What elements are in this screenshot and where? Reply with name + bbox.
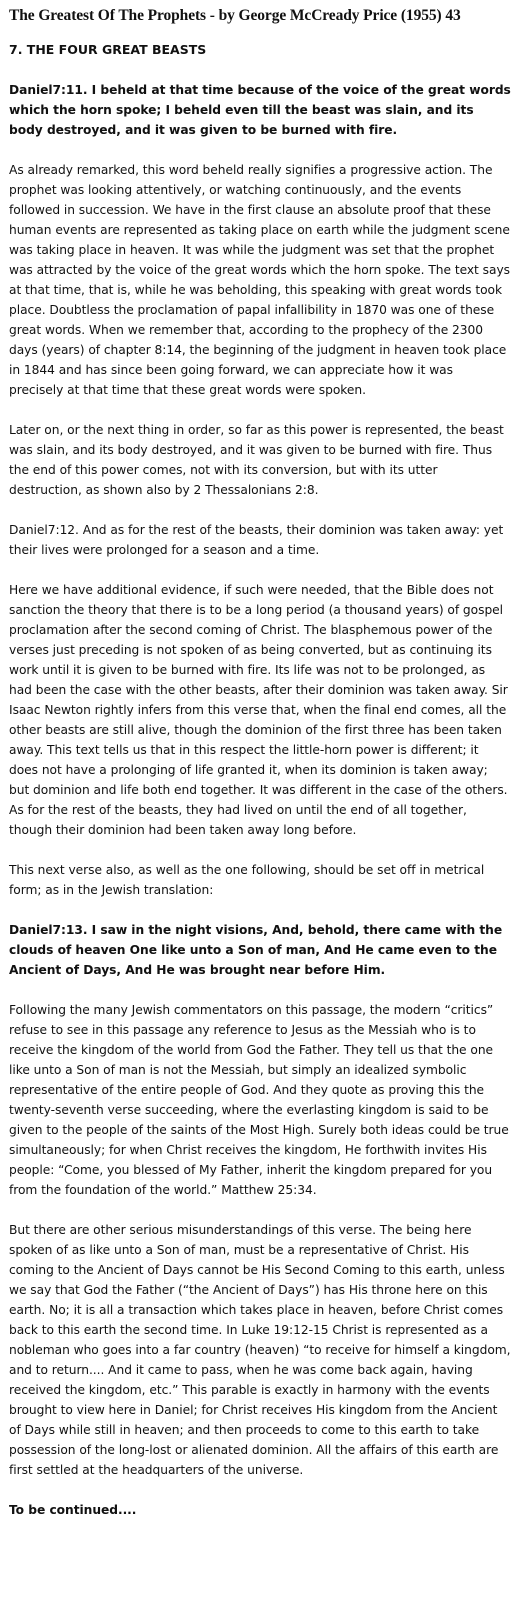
chapter-title: 7. THE FOUR GREAT BEASTS (9, 42, 207, 57)
body-paragraph: But there are other serious misunderstandings of this verse. The being here spoken of as like unto a Son of man, must be a representative of Christ. His coming to the Ancient of Days cannot be His Second Coming to this earth, unless we say that God the Father (“the Ancient of Days”) has His throne here on this earth. No; it is all a transaction which takes place in heaven, before Christ comes back to this earth the second time. In Luke 19:12-15 Christ is represented as a nobleman who goes into a far country (heaven) “to receive for himself a kingdom, and to return.... And it came to pass, when he was come back again, having received the kingdom, etc.” This parable is exactly in harmony with the events brought to view here in Daniel; for Christ receives His kingdom from the Ancient of Days while still in heaven; and then proceeds to come to this earth to take possession of the long-lost or alienated dominion. All the affairs of this earth are first settled at the headquarters of the universe. (9, 1223, 511, 1477)
verse-paragraph: Daniel7:12. And as for the rest of the beasts, their dominion was taken away: yet their lives were prolonged for a season and a time. (9, 523, 504, 557)
body-paragraph: Later on, or the next thing in order, so far as this power is represented, the beast was slain, and its body destroyed, and it was given to be burned with fire. Thus the end of this power comes, not with its conversion, but with its utter destruction, as shown also by 2 Thessalonians 2:8. (9, 423, 504, 497)
body-paragraph: Following the many Jewish commentators on this passage, the modern “critics” refuse to see in this passage any reference to Jesus as the Messiah who is to receive the kingdom of the world from God the Father. They tell us that the one like unto a Son of man is not the Messiah, but simply an idealized symbolic representative of the entire people of God. And they quote as proving this the twenty-seventh verse succeeding, where the everlasting kingdom is said to be given to the people of the saints of the Most High. Surely both ideas could be true simultaneously; for when Christ receives the kingdom, He forthwith invites His people: “Come, you blessed of My Father, inherit the kingdom prepared for you from the foundation of the world.” Matthew 25:34. (9, 1003, 509, 1197)
verse-paragraph: Daniel7:11. I beheld at that time because of the voice of the great words which the horn spoke; I beheld even till the beast was slain, and its body destroyed, and it was given to be burned with fire. (9, 83, 511, 137)
body-paragraph: As already remarked, this word beheld really signifies a progressive action. The prophet was looking attentively, or watching continuously, and the events followed in succession. We have in the first clause an absolute proof that these human events are represented as taking place on earth while the judgment scene was taking place in heaven. It was while the judgment was set that the prophet was attracted by the voice of the great words which the horn spoke. The text says at that time, that is, while he was beholding, this speaking with great words took place. Doubtless the proclamation of papal infallibility in 1870 was one of these great words. When we remember that, according to the prophecy of the 2300 days (years) of chapter 8:14, the beginning of the judgment in heaven took place in 1844 and has since been going forward, we can appreciate how it was precisely at that time that these great words were spoken. (9, 163, 510, 397)
page-header: The Greatest Of The Prophets - by George McCready Price (1955) 43 (9, 7, 461, 24)
body-paragraph: Here we have additional evidence, if such were needed, that the Bible does not sanction the theory that there is to be a long period (a thousand years) of gospel proclamation after the second coming of Christ. The blasphemous power of the verses just preceding is not spoken of as being converted, but as continuing its work until it is given to be burned with fire. Its life was not to be prolonged, as had been the case with the other beasts, after their dominion was taken away. Sir Isaac Newton rightly infers from this verse that, when the final end comes, all the other beasts are still alive, though the dominion of the first three has been taken away. This text tells us that in this respect the little-horn power is different; it does not have a prolonging of life granted it, when its dominion is taken away; but dominion and life both end together. It was different in the case of the others. As for the rest of the beasts, they had lived on until the end of all together, though their dominion had been taken away long before. (9, 583, 508, 837)
verse-paragraph: Daniel7:13. I saw in the night visions, And, behold, there came with the clouds of heaven One like unto a Son of man, And He came even to the Ancient of Days, And He was brought near before Him. (9, 923, 503, 977)
body-paragraph: This next verse also, as well as the one following, should be set off in metrical form; as in the Jewish translation: (9, 863, 485, 897)
continued-note: To be continued.... (9, 1503, 137, 1517)
article-body (9, 80, 511, 1520)
